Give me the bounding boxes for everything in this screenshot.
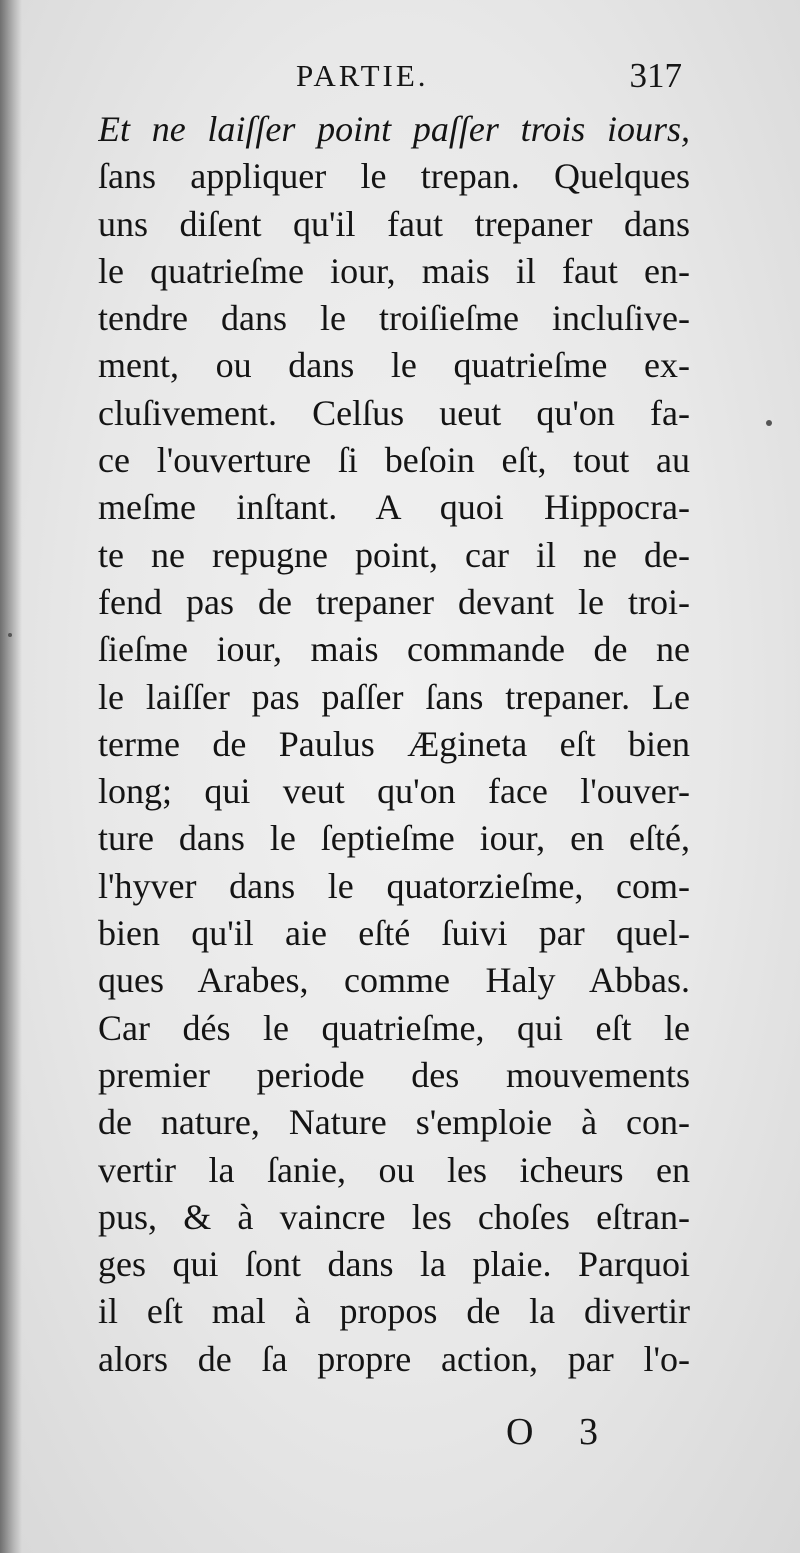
text-line: uns diſent qu'il faut trepaner dans xyxy=(98,203,690,244)
text-line: le quatrieſme iour, mais il faut en- xyxy=(98,250,690,291)
text-line: il eſt mal à propos de la divertir xyxy=(98,1291,690,1332)
running-head: PARTIE. xyxy=(296,58,429,93)
text-line: cluſivement. Celſus ueut qu'on fa- xyxy=(98,392,690,433)
text-line: ges qui ſont dans la plaie. Parquoi xyxy=(98,1244,690,1285)
text-line: Et ne laiſſer point paſſer trois iours, xyxy=(98,109,690,149)
ink-speck xyxy=(766,420,772,426)
text-line: te ne repugne point, car il ne de- xyxy=(98,534,690,575)
text-line: ſieſme iour, mais commande de ne xyxy=(98,629,690,670)
text-line: vertir la ſanie, ou les icheurs en xyxy=(98,1149,690,1190)
text-line: Car dés le quatrieſme, qui eſt le xyxy=(98,1007,690,1048)
signature-mark: O 3 xyxy=(506,1411,616,1453)
text-line: long; qui veut qu'on face l'ouver- xyxy=(98,771,690,812)
text-line: ce l'ouverture ſi beſoin eſt, tout au xyxy=(98,440,690,481)
text-line: pus, & à vaincre les choſes eſtran- xyxy=(98,1196,690,1237)
page-number: 317 xyxy=(629,56,682,95)
text-line: alors de ſa propre action, par l'o- xyxy=(98,1338,690,1379)
text-line: fend pas de trepaner devant le troi- xyxy=(98,581,690,622)
text-line: ment, ou dans le quatrieſme ex- xyxy=(98,345,690,386)
text-line: bien qu'il aie eſté ſuivi par quel- xyxy=(98,913,690,954)
text-line: le laiſſer pas paſſer ſans trepaner. Le xyxy=(98,676,690,717)
text-line: de nature, Nature s'emploie à con- xyxy=(98,1102,690,1143)
ink-speck xyxy=(8,633,12,637)
body-text xyxy=(98,106,690,1383)
text-line: l'hyver dans le quatorzieſme, com- xyxy=(98,865,690,906)
text-line: terme de Paulus Ægineta eſt bien xyxy=(98,723,690,764)
text-line: ſans appliquer le trepan. Quelques xyxy=(98,156,690,197)
text-line: premier periode des mouvements xyxy=(98,1054,690,1095)
text-line: ques Arabes, comme Haly Abbas. xyxy=(98,960,690,1001)
text-line: tendre dans le troiſieſme incluſive- xyxy=(98,298,690,339)
text-line: meſme inſtant. A quoi Hippocra- xyxy=(98,487,690,528)
page-spine-shadow xyxy=(0,0,22,1553)
page-header xyxy=(296,56,684,104)
text-line: ture dans le ſeptieſme iour, en eſté, xyxy=(98,818,690,859)
